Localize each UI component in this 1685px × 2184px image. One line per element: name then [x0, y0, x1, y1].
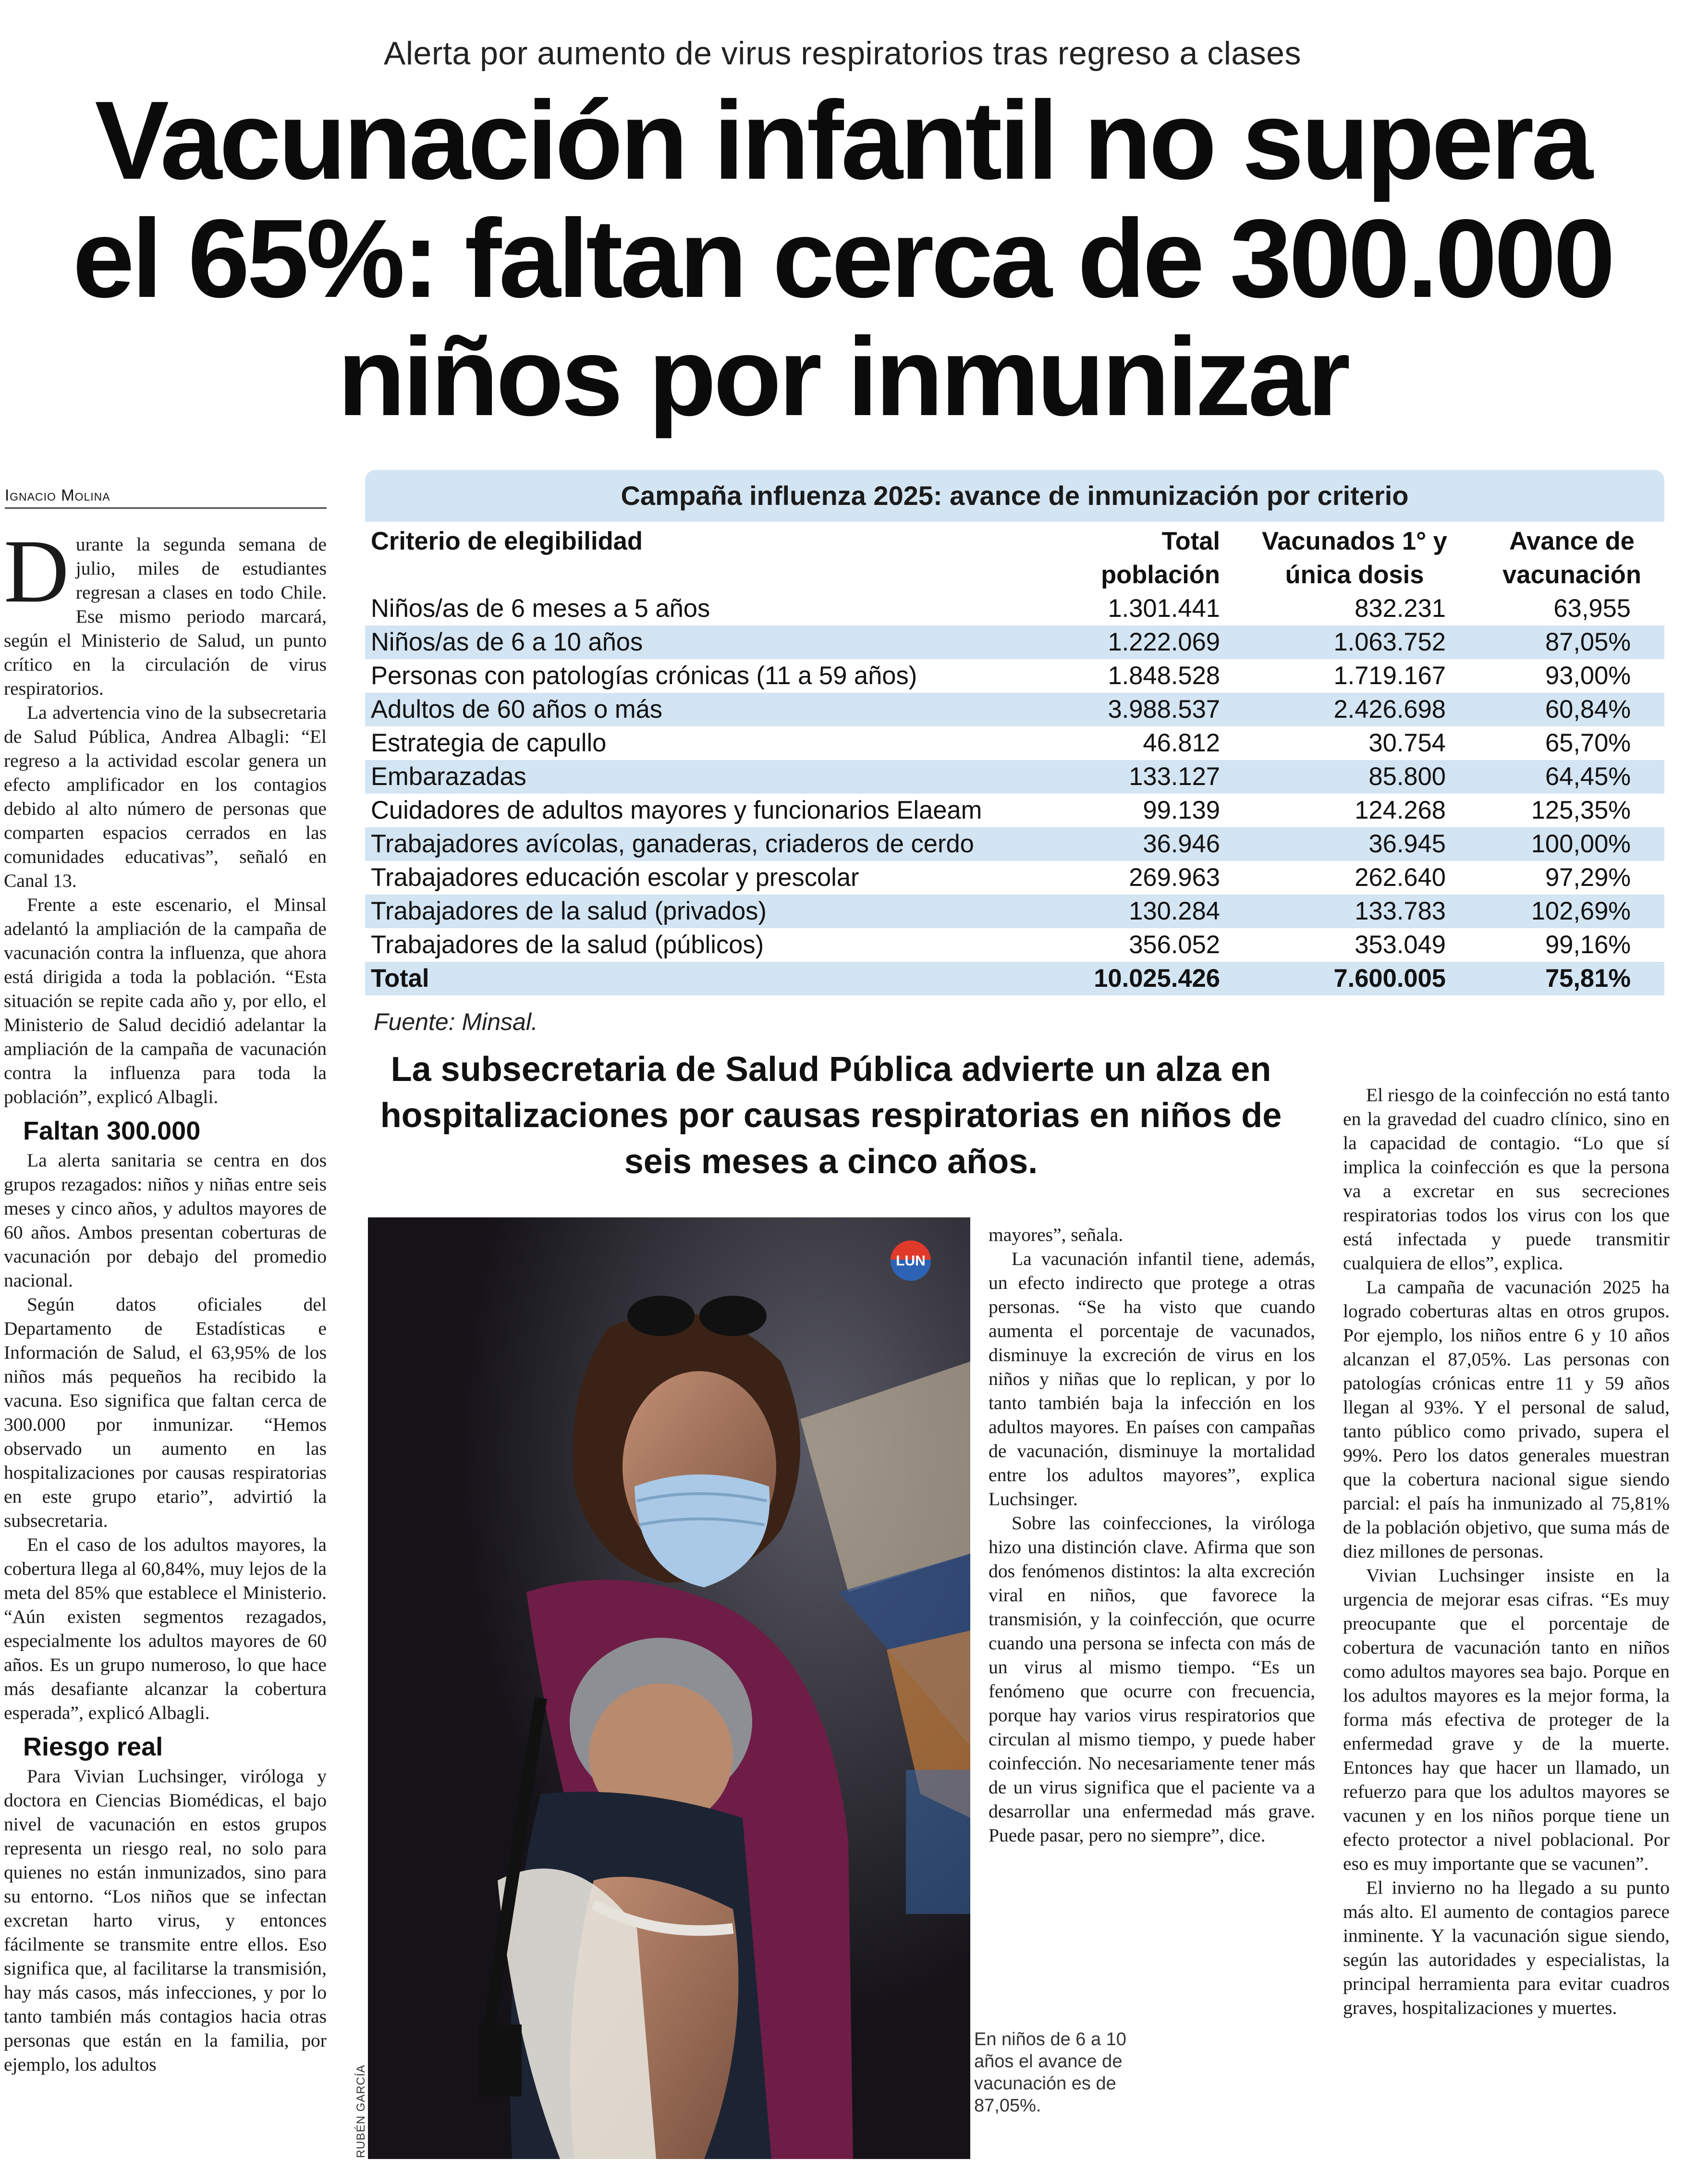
photo-illustration — [368, 1217, 970, 2159]
table-cell: 63,955 — [1553, 594, 1631, 623]
table-cell: 133.127 — [1052, 760, 1230, 794]
table-cell: Trabajadores educación escolar y prescolar — [371, 863, 859, 892]
paragraph: Vivian Luchsinger insiste en la urgencia de mejorar esas cifras. “Es muy preocupante que el porcentaje de cobertura de vacunación tanto en niños como adultos mayores sea bajo. Porque en los adultos mayores es la mejor forma, la forma más efectiva de proteger de la enfermedad grave y de la muerte. Entonces hay que hacer un llamado, un refuerzo para que los adultos mayores se vacunen y en los niños porque tiene un efecto protector a nivel poblacional. Por eso es muy importante que se vacunen”. — [1343, 1565, 1670, 1874]
paragraph: El invierno no ha llegado a su punto más alto. El aumento de contagios parece inminente. Y la vacunación sigue siendo, según las autoridades y especialistas, la principal herramienta para evitar cuadros graves, hospitalizaciones y muertes. — [1343, 1877, 1670, 2018]
lun-logo: LUN — [891, 1240, 931, 1281]
table-cell: 93,00% — [1545, 662, 1631, 690]
subheading: Riesgo real — [23, 1732, 163, 1761]
table-cell: 1.848.528 — [1108, 662, 1220, 690]
table-cell: 3.988.537 — [1052, 693, 1230, 726]
table-cell: 1.719.167 — [1333, 662, 1446, 690]
table-cell: Trabajadores avícolas, ganaderas, criaderos de cerdo — [365, 827, 1052, 861]
column-header: Vacunados 1° y única dosis — [1262, 527, 1447, 589]
table-cell: 46.812 — [1143, 729, 1220, 757]
table-cell: 130.284 — [1052, 895, 1230, 928]
table-row — [365, 861, 1664, 895]
table-row — [365, 794, 1664, 827]
photo-credit: RUBÉN GARCÍA — [354, 2064, 367, 2158]
paragraph: Frente a este escenario, el Minsal adelantó la ampliación de la campaña de vacunación contra la influenza, que ahora está dirigida a toda la población. “Esta situación se repite cada año y, por ello, el Ministerio de Salud decidió adelantar la ampliación de la campaña de vacunación contra la influenza para toda la población”, explicó Albagli. — [4, 894, 327, 1107]
paragraph: La campaña de vacunación 2025 ha logrado coberturas altas en otros grupos. Por ejemplo, los niños entre 6 y 10 años alcanzan el 87,05%. Las personas con patologías crónicas entre 11 y 59 años llegan al 93%. Y el personal de salud, tanto público como privado, supera el 99%. Pero los datos generales muestran que la cobertura nacional sigue siendo parcial: el país ha inmunizado al 75,81% de la población objetivo, que suma más de diez millones de personas. — [1343, 1276, 1670, 1562]
table-row — [365, 928, 1664, 962]
table-row — [365, 895, 1664, 928]
headline: Vacunación infantil no supera el 65%: faltan cerca de 300.000 niños por inmunizar — [73, 78, 1612, 439]
table-cell: 125,35% — [1531, 796, 1631, 824]
table-cell: 2.426.698 — [1230, 693, 1479, 726]
table-cell: Cuidadores de adultos mayores y funcionarios Elaeam — [371, 796, 982, 824]
table-cell: 7.600.005 — [1230, 962, 1479, 995]
drop-cap: D — [4, 532, 69, 621]
table-cell: 102,69% — [1479, 895, 1664, 928]
table-cell: 356.052 — [1129, 931, 1220, 959]
table-source: Fuente: Minsal. — [374, 1008, 538, 1035]
table-cell: 124.268 — [1355, 796, 1446, 824]
paragraph: Sobre las coinfecciones, la viróloga hizo una distinción clave. Afirma que son dos fenómenos distintos: la alta excreción viral en niños, que favorece la transmisión, y la coinfección, que ocurre cuando una persona se infecta con más de un virus al mismo tiempo. “Es un fenómeno que ocurre con frecuencia, porque hay varios virus respiratorios que circulan al mismo tiempo, y puede haber coinfección. No necesariamente tener más de un virus significa que el paciente va a desarrollar una enfermedad más grave. Puede pasar, pero no siempre”, dice. — [989, 1512, 1315, 1846]
table-cell: 60,84% — [1479, 693, 1664, 726]
table-cell: 1.063.752 — [1230, 626, 1479, 659]
table-cell: 64,45% — [1479, 760, 1664, 794]
table-cell: 75,81% — [1479, 962, 1664, 995]
paragraph: Según datos oficiales del Departamento de Estadísticas e Información de Salud, el 63,95% de los niños más pequeños ha recibido la vacuna. Eso significa que faltan cerca de 300.000 por inmunizar. “Hemos observado un aumento en las hospitalizaciones por causas respiratorias en este grupo etario”, advirtió la subsecretaria. — [4, 1294, 327, 1531]
paragraph: Para Vivian Luchsinger, viróloga y doctora en Ciencias Biomédicas, el bajo nivel de vacunación en estos grupos representa un riesgo real, no solo para quienes no están inmunizados, sino para su entorno. “Los niños que se infectan excretan harto virus, y entonces fácilmente se transmite entre ellos. Eso significa que, al facilitarse la transmisión, hay más casos, más infecciones, y por lo tanto también más contagios hacia otras personas que están en la familia, por ejemplo, los adultos — [4, 1766, 327, 2075]
paragraph: La vacunación infantil tiene, además, un efecto indirecto que protege a otras personas. “Se ha visto que cuando aumenta el porcentaje de vacunados, disminuye la excreción de virus en los niños y niñas que lo replican, y por lo tanto también baja la infección en los adultos mayores. En países con campañas de vacunación, disminuye la mortalidad entre los adultos mayores”, explica Luchsinger. — [989, 1248, 1315, 1509]
table-total-row — [365, 962, 1664, 995]
table-cell: 99,16% — [1545, 931, 1631, 959]
table-cell: 262.640 — [1355, 863, 1446, 892]
paragraph: La advertencia vino de la subsecretaria de Salud Pública, Andrea Albagli: “El regreso a la actividad escolar genera un efecto amplificador en los contagios debido al alto número de personas que comparten espacios cerrados en las comunidades educativas”, señaló en Canal 13. — [4, 702, 327, 891]
table-cell: 99.139 — [1143, 796, 1220, 824]
news-photo — [368, 1217, 970, 2159]
paragraph: El riesgo de la coinfección no está tanto en la gravedad del cuadro clínico, sino en la capacidad de contagio. “Lo que sí implica la coinfección es que la persona va a excretar en sus secreciones respiratorias todos los virus con los que está infectada y puede transmitir cualquiera de ellos”, explica. — [1343, 1084, 1670, 1274]
table-row — [365, 760, 1664, 794]
table-cell: Niños/as de 6 meses a 5 años — [371, 594, 710, 623]
table-cell: 97,29% — [1545, 863, 1631, 892]
table-row — [365, 626, 1664, 659]
kicker: Alerta por aumento de virus respiratorios tras regreso a clases — [384, 35, 1301, 72]
table-cell: Total — [365, 962, 1052, 995]
table-row — [365, 827, 1664, 861]
column-header: Criterio de elegibilidad — [371, 527, 643, 555]
table-cell: Trabajadores de la salud (públicos) — [371, 931, 764, 959]
table-cell: 65,70% — [1545, 729, 1631, 757]
byline: Ignacio Molina — [5, 486, 327, 509]
table-cell: 133.783 — [1230, 895, 1479, 928]
paragraph: En el caso de los adultos mayores, la cobertura llega al 60,84%, muy lejos de la meta del 85% que establece el Ministerio. “Aún existen segmentos rezagados, especialmente los adultos mayores de 60 años. Es un grupo numeroso, lo que hace más desafiante alcanzar la cobertura esperada”, explicó Albagli. — [4, 1534, 327, 1723]
table-cell: 100,00% — [1479, 827, 1664, 861]
table-row — [365, 659, 1664, 693]
photo-caption: En niños de 6 a 10 años el avance de vacunación es de 87,05%. — [974, 2029, 1126, 2116]
table-cell: 36.945 — [1230, 827, 1479, 861]
table-cell: Estrategia de capullo — [371, 729, 607, 757]
article-column-1 — [4, 532, 327, 2175]
table-row — [365, 592, 1664, 626]
column-header: Total población — [1101, 527, 1220, 589]
pull-quote: La subsecretaria de Salud Pública advierte un alza en hospitalizaciones por causas respiratorias en niños de seis meses a cinco años. — [380, 1050, 1282, 1181]
table-cell: 87,05% — [1479, 626, 1664, 659]
article-column-3 — [989, 1223, 1315, 1924]
table-cell: Embarazadas — [365, 760, 1052, 794]
table-cell: 36.946 — [1052, 827, 1230, 861]
table-cell: 85.800 — [1230, 760, 1479, 794]
table-row — [365, 726, 1664, 760]
paragraph: mayores”, señala. — [989, 1224, 1123, 1245]
table-cell: 30.754 — [1368, 729, 1446, 757]
paragraph: Durante la segunda semana de julio, miles de estudiantes regresan a clases en todo Chile. Ese mismo periodo marcará, según el Ministerio de Salud, un punto crítico en la circulación de virus respiratorios. — [4, 532, 327, 699]
table-row — [365, 693, 1664, 726]
subheading: Faltan 300.000 — [23, 1117, 201, 1145]
table-cell: Niños/as de 6 a 10 años — [365, 626, 1052, 659]
table-cell: 269.963 — [1129, 863, 1220, 892]
table-cell: Adultos de 60 años o más — [365, 693, 1052, 726]
table-cell: Personas con patologías crónicas (11 a 59 años) — [371, 662, 917, 690]
table-cell: 1.222.069 — [1052, 626, 1230, 659]
article-column-4 — [1343, 1083, 1670, 2178]
table-title: Campaña influenza 2025: avance de inmunización por criterio — [365, 470, 1664, 522]
table-cell: Trabajadores de la salud (privados) — [365, 895, 1052, 928]
vaccination-table — [365, 470, 1664, 995]
table-cell: 353.049 — [1355, 931, 1446, 959]
paragraph: La alerta sanitaria se centra en dos grupos rezagados: niños y niñas entre seis meses y cinco años, y adultos mayores de 60 años. Ambos presentan coberturas de vacunación por debajo del promedio nacional. — [4, 1150, 327, 1291]
table-cell: 10.025.426 — [1052, 962, 1230, 995]
table-cell: 832.231 — [1355, 594, 1446, 623]
table-cell: 1.301.441 — [1108, 594, 1220, 623]
column-header: Avance de vacunación — [1502, 527, 1641, 589]
data-table — [365, 522, 1664, 995]
